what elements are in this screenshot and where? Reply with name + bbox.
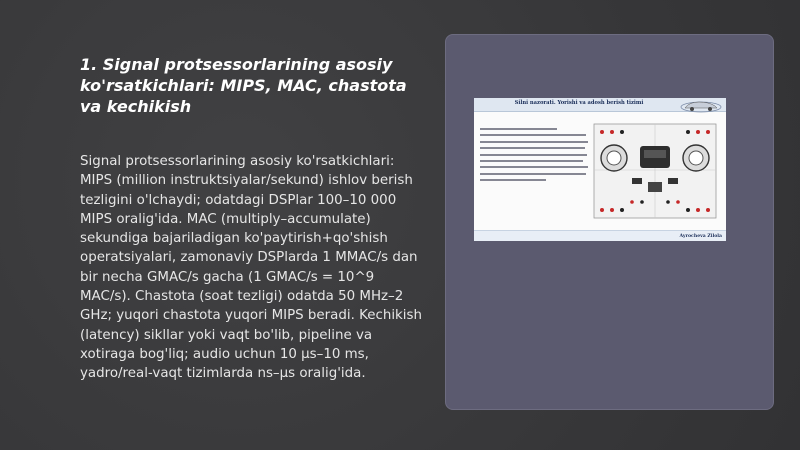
- lighting-training-board-icon: [592, 122, 718, 220]
- embedded-slide-image: [474, 98, 726, 241]
- car-logo-icon: [679, 99, 723, 113]
- slide-title: 1. Signal protsessorlarining asosiy ko'rsatkichlari: MIPS, MAC, chastota va kechikish: [80, 55, 407, 116]
- embedded-slide-text-block: [480, 128, 590, 186]
- embedded-slide-author: Ayrocheva Zilola: [679, 234, 722, 239]
- embedded-slide-title: Silni nazorati. Yorishi va adosh berish tizimi: [514, 100, 644, 106]
- slide-body-paragraph: Signal protsessorlarining asosiy ko'rsatkichlari: MIPS (million instruktsiyalar/sekund) ishlov berish tezligini o'lchaydi; odatdagi DSPlar 100–10 000 MIPS oralig'ida. MAC (multiply–accumulate) sekundiga bajariladigan ko'paytirish+qo'shish operatsiyalari, zamonaviy DSPlarda 1 MMAC/s dan bir necha GMAC/s gacha (1 GMAC/s = 10^9 MAC/s). Chastota (soat tezligi) odatda 50 MHz–2 GHz; yuqori chastota yuqori MIPS beradi. Kechikish (latency) sikllar yoki vaqt bo'lib, pipeline va xotiraga bog'liq; audio uchun 10 µs–10 ms, yadro/real-vaqt tizimlarda ns–µs oralig'ida.: [80, 154, 422, 382]
